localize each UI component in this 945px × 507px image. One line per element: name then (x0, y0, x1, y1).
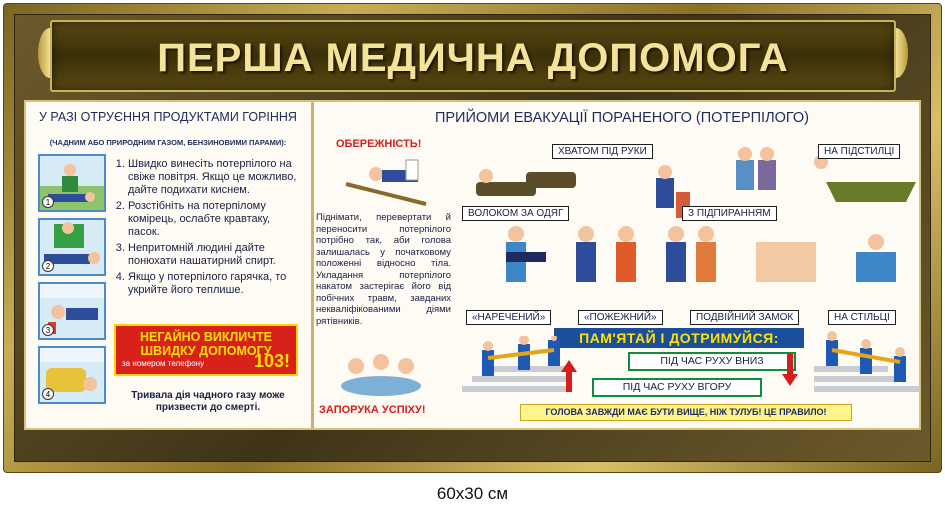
panel-divider (311, 102, 314, 428)
method-label-by-clothes: ВОЛОКОМ ЗА ОДЯГ (462, 206, 569, 221)
method-label-double-lock: ПОДВІЙНИЙ ЗАМОК (690, 310, 799, 325)
poisoning-subheading: (ЧАДНИМ АБО ПРИРОДНИМ ГАЗОМ, БЕНЗИНОВИМИ ПАРАМИ): (49, 138, 287, 147)
method-label-firefighter: «ПОЖЕЖНИЙ» (578, 310, 663, 325)
emergency-phone: 103! (253, 351, 290, 371)
remember-banner: ПАМ'ЯТАЙ І ДОТРИМУЙСЯ: (554, 328, 804, 348)
step-picture-4 (38, 346, 106, 404)
moving-up-label: ПІД ЧАС РУХУ ВГОРУ (592, 378, 762, 397)
method-label-supported: З ПІДПИРАННЯМ (682, 206, 777, 221)
step-picture-1 (38, 154, 106, 212)
method-label-under-arms: ХВАТОМ ПІД РУКИ (552, 144, 653, 159)
method-label-bride: «НАРЕЧЕНИЙ» (466, 310, 551, 325)
step-number: 1 (42, 196, 54, 208)
moving-down-label: ПІД ЧАС РУХУ ВНИЗ (628, 352, 796, 371)
evacuation-caution-text: Піднімати, перевертати й переносити потерпілого потрібно так, аби голова залишалась у початковому положенні відносно тіла. Укладання потерпілого накатом застерігає його від побічних травм, завданих некваліфікованими діями рятівників. (316, 212, 451, 327)
step-number: 4 (42, 388, 54, 400)
arrow-down-icon (782, 354, 798, 386)
arrow-up-icon (561, 360, 577, 392)
step-item: 4. Якщо у потерпілого гарячка, то укрийте його теплише. (128, 271, 304, 297)
call-ambulance-box (114, 324, 298, 376)
step-number: 3 (42, 324, 54, 336)
call-phone-label: за номером телефону (122, 359, 205, 368)
stair-carry-up-illustration (462, 336, 572, 404)
stand-size: 60x30 см (436, 484, 509, 503)
content-panel (24, 100, 921, 430)
rolling-victim-illustration (326, 154, 454, 210)
evacuation-heading: ПРИЙОМИ ЕВАКУАЦІЇ ПОРАНЕНОГО (ПОТЕРПІЛОГО) (434, 110, 810, 126)
step-picture-2 (38, 218, 106, 276)
caution-label: ОБЕРЕЖНІСТЬ! (336, 138, 422, 150)
evacuation-methods-illustrations (466, 142, 926, 332)
success-label: ЗАПОРУКА УСПІХУ! (319, 404, 426, 416)
first-aid-steps (114, 158, 304, 300)
co-warning: Тривала дія чадного газу може призвести до смерті. (131, 390, 285, 413)
step-item: 3. Непритомній людині дайте понюхати нашатирний спирт. (128, 242, 304, 268)
head-higher-rule: ГОЛОВА ЗАВЖДИ МАЄ БУТИ ВИЩЕ, НІЖ ТУЛУБ! ЦЕ ПРАВИЛО! (520, 404, 852, 421)
call-line-1: НЕГАЙНО ВИКЛИЧТЕ (139, 330, 273, 344)
step-item: 1. Швидко винесіть потерпілого на свіже повітря. Якщо це можливо, дайте подихати киснем. (128, 158, 304, 197)
stair-carry-down-illustration (814, 330, 920, 402)
page-title: ПЕРША МЕДИЧНА ДОПОМОГА (157, 36, 789, 80)
step-picture-3 (38, 282, 106, 340)
step-item: 2. Розстібніть на потерпілому комірець, ослабте кравтаку, пасок. (128, 200, 304, 239)
method-label-on-chair: НА СТІЛЬЦІ (828, 310, 896, 325)
title-banner (50, 20, 896, 92)
poisoning-heading: У РАЗІ ОТРУЄННЯ ПРОДУКТАМИ ГОРІННЯ (39, 110, 297, 124)
call-line-2: ШВИДКУ ДОПОМОГУ (140, 344, 272, 358)
team-carry-illustration (326, 348, 436, 402)
step-number: 2 (42, 260, 54, 272)
method-label-stretcher: НА ПІДСТИЛЦІ (818, 144, 900, 159)
